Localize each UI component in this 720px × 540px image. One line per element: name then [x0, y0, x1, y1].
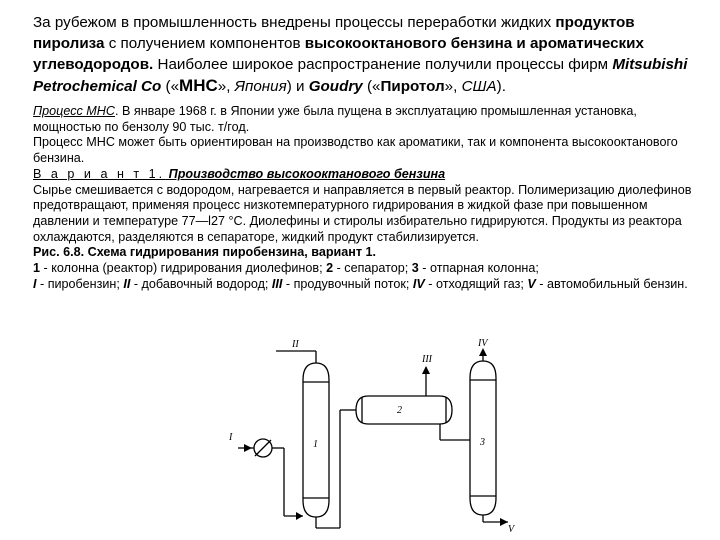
intro-paragraph: [33, 12, 703, 97]
separator-2: [356, 396, 452, 424]
variant-title: Производство высокооктанового бензина: [165, 166, 446, 181]
process-title: Процесс МНС: [33, 104, 115, 118]
variant-heading: [33, 167, 703, 183]
firm-goudry: Goudry: [308, 78, 363, 95]
label-IV: IV: [478, 338, 488, 349]
legend-V: V: [527, 276, 536, 291]
process-description: [33, 104, 703, 292]
label-V: V: [508, 524, 515, 535]
variant-paragraph: Сырье смешивается с водородом, нагревается и направляется в первый реактор. Полимеризацию диолефинов предотвращают, применяя процесс низкотемпературного гидрирования в жидкой фазе при повышенном давлении и температуре 77—l27 °С. Диолефины и стиролы избирательно гидрируются. Продукты из реактора охлаждаются, разделяются в сепараторе, жидкий продукт стабилизируется.: [33, 182, 692, 244]
intro-bold-pyrolysis: продуктов пиролиза: [33, 14, 635, 52]
intro-text-9: ).: [496, 78, 506, 95]
label-II: II: [292, 339, 299, 350]
intro-text-8: »,: [444, 78, 462, 95]
legend-2: 2: [326, 261, 334, 276]
country-usa: США: [461, 78, 497, 95]
figure-legend: 1 - колонна (реактор) гидрирования диолефинов; 2 - сепаратор; 3 - отпарная колонна; I - пиробензин; II - добавочный водород; III - продувочный поток; IV - отходящий газ; V - автомобильный бензин.: [33, 261, 688, 291]
intro-bold-gasoline: высокооктанового бензина и ароматических углеводородов.: [33, 35, 644, 73]
figure-caption: Рис. 6.8. Схема гидрирования пиробензина, вариант 1.: [33, 245, 377, 260]
intro-text-4: («: [161, 78, 180, 95]
legend-II: II: [123, 276, 131, 291]
intro-text-5: »,: [217, 78, 235, 95]
firm-mitsubishi: Mitsubishi Petrochemical Co: [33, 56, 688, 95]
hydrogenation-scheme-diagram: [0, 335, 720, 540]
variant-label: В а р и а н т 1.: [33, 166, 166, 181]
intro-text-7: («: [362, 78, 381, 95]
legend-III: III: [271, 276, 283, 291]
process-paragraph: [33, 104, 703, 135]
label-1: 1: [313, 439, 318, 450]
label-2: 2: [397, 405, 402, 416]
country-japan: Япония: [234, 78, 287, 95]
label-3: 3: [480, 437, 485, 448]
label-I: I: [229, 432, 233, 443]
intro-text-1: За рубежом в промышленность внедрены процессы переработки жидких: [33, 14, 556, 31]
intro-text-2: с получением компонентов: [104, 35, 305, 52]
intro-text-6: ) и: [286, 78, 309, 95]
orientation-paragraph: Процесс МНС может быть ориентирован на производство как ароматики, так и компонента высокооктанового бензина.: [33, 135, 678, 166]
legend-1: 1: [33, 261, 41, 276]
firm-pyrotol: Пиротол: [380, 78, 445, 95]
legend-I: I: [33, 276, 37, 291]
firm-mhs: МНС: [179, 76, 218, 95]
legend-IV: IV: [412, 276, 425, 291]
label-III: III: [422, 354, 432, 365]
process-text: . В январе 1968 г. в Японии уже была пущена в эксплуатацию промышленная установка, мощностью по бензолу 90 тыс. т/год.: [33, 104, 637, 134]
intro-text-3: Наиболее широкое распространение получили процессы фирм: [153, 56, 613, 73]
legend-3: 3: [411, 261, 419, 276]
